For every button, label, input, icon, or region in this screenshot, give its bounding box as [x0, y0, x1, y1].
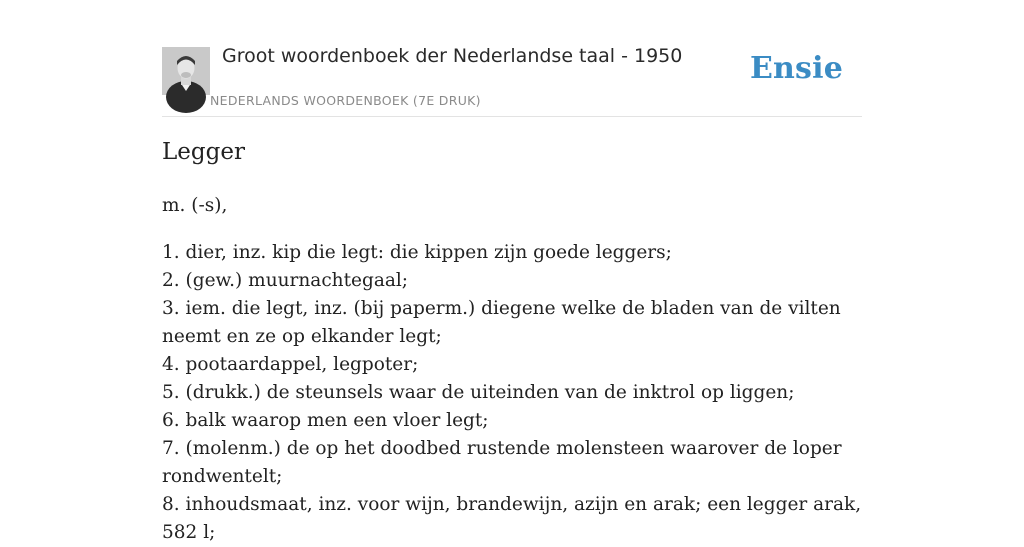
book-subtitle[interactable]: NEDERLANDS WOORDENBOEK (7E DRUK) — [210, 93, 481, 108]
definition-list — [162, 239, 862, 547]
entry-grammar: m. (-s), — [162, 195, 228, 216]
definition-item: 3. iem. die legt, inz. (bij paperm.) diegene welke de bladen van de vilten neemt en ze op elkander legt; — [162, 298, 841, 347]
page — [162, 0, 862, 543]
definition-item: 4. pootaardappel, legpoter; — [162, 354, 419, 375]
definition-item: 5. (drukk.) de steunsels waar de uiteinden van de inktrol op liggen; — [162, 382, 795, 403]
definition-item: 7. (molenm.) de op het doodbed rustende molensteen waarover de loper rondwentelt; — [162, 438, 842, 487]
header — [162, 0, 862, 117]
definition-item: 6. balk waarop men een vloer legt; — [162, 410, 489, 431]
definition-item: 8. inhoudsmaat, inz. voor wijn, brandewijn, azijn en arak; een legger arak, 582 l; — [162, 494, 862, 543]
portrait-icon — [162, 47, 210, 95]
definition-item: 1. dier, inz. kip die legt: die kippen zijn goede leggers; — [162, 242, 672, 263]
book-title[interactable]: Groot woordenboek der Nederlandse taal - 1950 — [222, 45, 683, 67]
ensie-logo-link[interactable]: Ensie — [749, 51, 843, 86]
author-avatar[interactable] — [162, 47, 210, 95]
entry-word: Legger — [162, 139, 245, 165]
definition-item: 2. (gew.) muurnachtegaal; — [162, 270, 409, 291]
